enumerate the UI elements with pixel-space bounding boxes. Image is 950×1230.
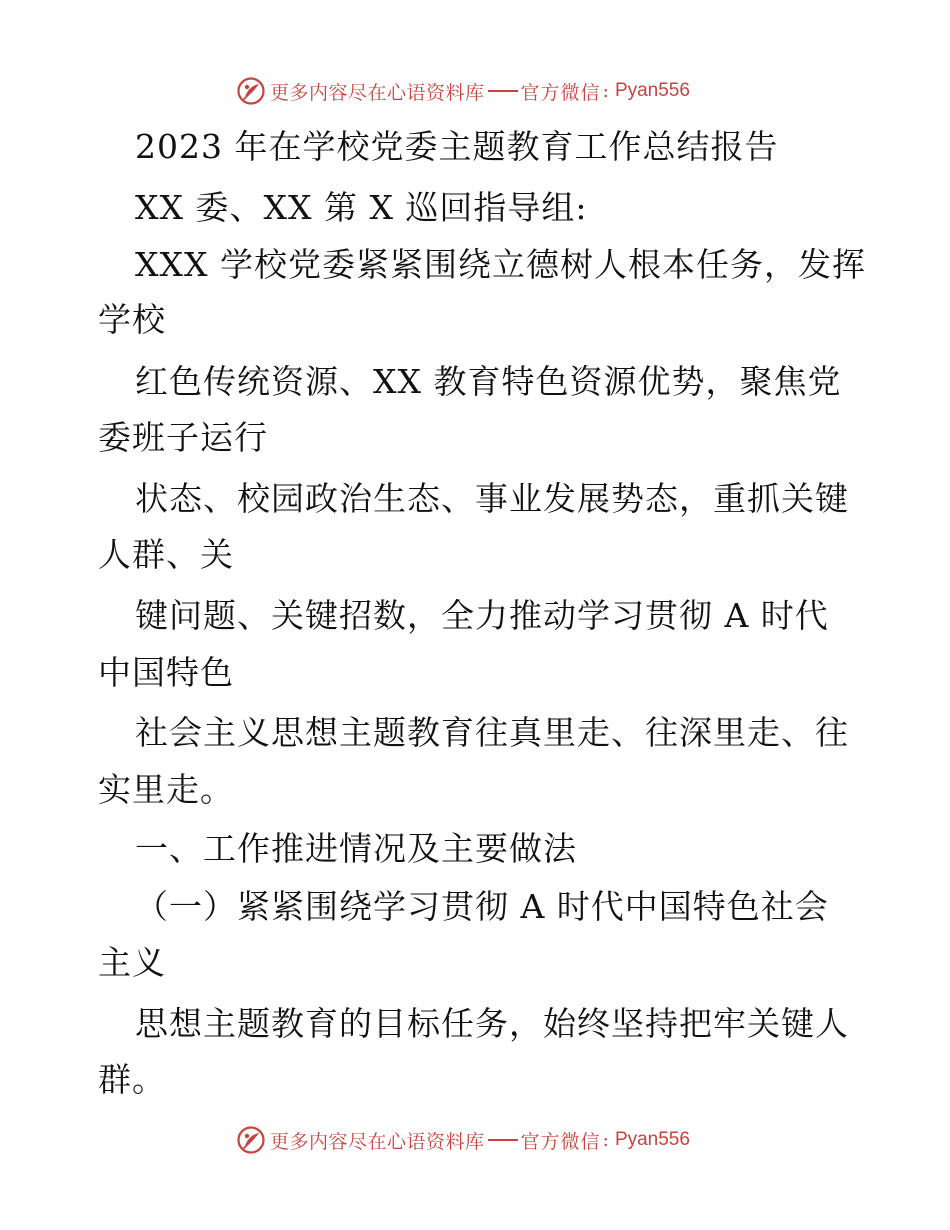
paragraph-line: XXX 学校党委紧紧围绕立德树人根本任务，发挥: [135, 245, 866, 284]
watermark-official-text: 官方微信: [520, 1130, 601, 1153]
paragraph-line: 实里走。: [98, 770, 234, 809]
footer-watermark: [236, 1123, 690, 1157]
paragraph-line: 思想主题教育的目标任务，始终坚持把牢关键人: [135, 1004, 849, 1043]
paragraph-line: 状态、校园政治生态、事业发展势态，重抓关键: [135, 479, 849, 518]
document-title: 2023 年在学校党委主题教育工作总结报告: [135, 127, 779, 166]
paragraph-line: 委班子运行: [98, 418, 268, 457]
paragraph-line: 主义: [98, 943, 166, 982]
paragraph-line: 社会主义思想主题教育往真里走、往深里走、往: [135, 713, 849, 752]
watermark-dash: [488, 1139, 518, 1141]
watermark-wechat-id: Pyan556: [614, 1129, 690, 1150]
watermark-colon: :: [602, 1129, 609, 1151]
watermark-wechat-id: Pyan556: [614, 80, 690, 101]
document-salutation: XX 委、XX 第 X 巡回指导组:: [135, 188, 588, 227]
paragraph-line: 学校: [98, 300, 166, 339]
watermark-colon: :: [602, 80, 609, 102]
watermark-brand-text: 更多内容尽在心语资料库: [270, 81, 485, 104]
watermark-official-text: 官方微信: [520, 81, 601, 104]
watermark-brand-text: 更多内容尽在心语资料库: [270, 1130, 485, 1153]
paragraph-line: 人群、关: [98, 535, 234, 574]
paragraph-line: 红色传统资源、XX 教育特色资源优势，聚焦党: [135, 362, 842, 401]
paragraph-line: 中国特色: [98, 653, 234, 692]
section-heading: 一、工作推进情况及主要做法: [135, 829, 577, 868]
brand-logo-icon: [236, 1125, 266, 1155]
subsection-heading: （一）紧紧围绕学习贯彻 A 时代中国特色社会: [135, 887, 829, 926]
paragraph-line: 键问题、关键招数，全力推动学习贯彻 A 时代: [135, 596, 829, 635]
paragraph-line: 群。: [98, 1060, 166, 1099]
